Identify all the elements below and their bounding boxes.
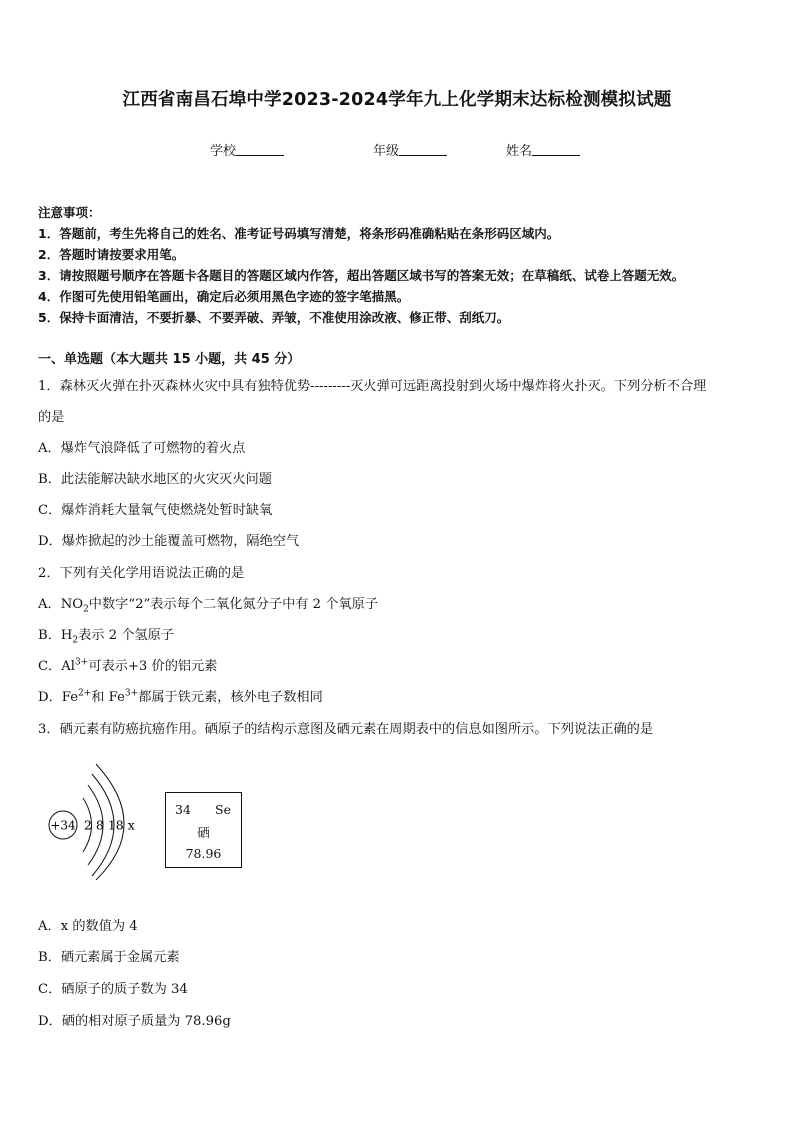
page-title: 江西省南昌石埠中学2023-2024学年九上化学期末达标检测模拟试题 [122, 90, 672, 110]
question-2-option-b [38, 624, 174, 646]
option-c-prefix: C．Al [38, 659, 76, 674]
question-2-option-a [38, 593, 378, 615]
grade-label: 年级 [373, 144, 400, 159]
question-1-option-a: A．爆炸气浪降低了可燃物的着火点 [38, 441, 246, 456]
option-b-text: 表示 2 个氢原子 [78, 628, 175, 643]
notice-item: 4．作图可先使用铅笔画出，确定后必须用黑色字迹的签字笔描黑。 [38, 289, 410, 304]
question-1-option-c: C．爆炸消耗大量氧气使燃烧处暂时缺氧 [38, 503, 273, 518]
notice-item: 3．请按照题号顺序在答题卡各题目的答题区域内作答，超出答题区域书写的答案无效；在草稿纸、试卷上答题无效。 [38, 268, 685, 283]
atomic-number: 34 [175, 802, 191, 817]
atomic-mass: 78.96 [185, 846, 222, 861]
question-3-option-c: C．硒原子的质子数为 34 [38, 982, 188, 997]
question-2-stem: 2．下列有关化学用语说法正确的是 [38, 566, 245, 581]
option-a-text: 中数字“2”表示每个二氧化氮分子中有 2 个氧原子 [88, 597, 379, 612]
question-1-option-b: B．此法能解决缺水地区的火灾灭火问题 [38, 472, 272, 487]
question-3-option-a: A．x 的数值为 4 [38, 919, 138, 934]
notice-item: 2．答题时请按要求用笔。 [38, 247, 185, 262]
shell-electron-counts: 2 8 18 x [84, 817, 135, 833]
option-c-superscript: 3+ [75, 657, 89, 668]
name-field [506, 140, 580, 159]
option-a-prefix: A．NO [38, 597, 84, 612]
question-1-stem: 1．森林灭火弹在扑灭森林火灾中具有独特优势---------灭火弹可远距离投射到火场中爆炸将火扑灭。下列分析不合理 [38, 379, 707, 394]
question-3-option-d: D．硒的相对原子质量为 78.96g [38, 1014, 231, 1029]
option-d-mid: 和 Fe [91, 690, 125, 705]
grade-field [373, 140, 447, 159]
section-heading: 一、单选题（本大题共 15 小题，共 45 分） [38, 352, 301, 367]
school-label: 学校 [210, 144, 237, 159]
element-name: 硒 [197, 825, 210, 840]
element-symbol: Se [215, 802, 231, 817]
option-d-superscript-1: 2+ [78, 688, 92, 699]
question-2-option-d [38, 686, 323, 705]
option-d-superscript-2: 3+ [124, 688, 139, 699]
question-1-option-d: D．爆炸掀起的沙土能覆盖可燃物，隔绝空气 [38, 534, 300, 549]
notice-item: 5．保持卡面清洁，不要折暴、不要弄破、弄皱，不准使用涂改液、修正带、刮纸刀。 [38, 310, 510, 325]
option-c-text: 可表示+3 价的铝元素 [88, 659, 218, 674]
question-3-option-b: B．硒元素属于金属元素 [38, 950, 180, 965]
notice-heading: 注意事项： [38, 205, 101, 220]
question-1-stem-cont: 的是 [38, 410, 65, 425]
option-a-subscript: 2 [83, 604, 89, 615]
option-b-subscript: 2 [72, 635, 79, 646]
element-card [165, 792, 242, 868]
name-label: 姓名 [506, 144, 533, 159]
grade-blank [399, 142, 447, 156]
question-3-stem: 3．硒元素有防癌抗癌作用。硒原子的结构示意图及硒元素在周期表中的信息如图所示。下列说法正确的是 [38, 722, 654, 737]
school-field [210, 140, 284, 159]
option-d-prefix: D．Fe [38, 690, 78, 705]
option-b-prefix: B．H [38, 628, 73, 643]
nucleus-label: +34 [50, 818, 76, 833]
question-2-option-c [38, 655, 217, 674]
option-d-text: 都属于铁元素，核外电子数相同 [138, 690, 323, 705]
notice-item: 1．答题前，考生先将自己的姓名、准考证号码填写清楚，将条形码准确粘贴在条形码区域内。 [38, 226, 560, 241]
name-blank [532, 142, 580, 156]
school-blank [236, 142, 284, 156]
